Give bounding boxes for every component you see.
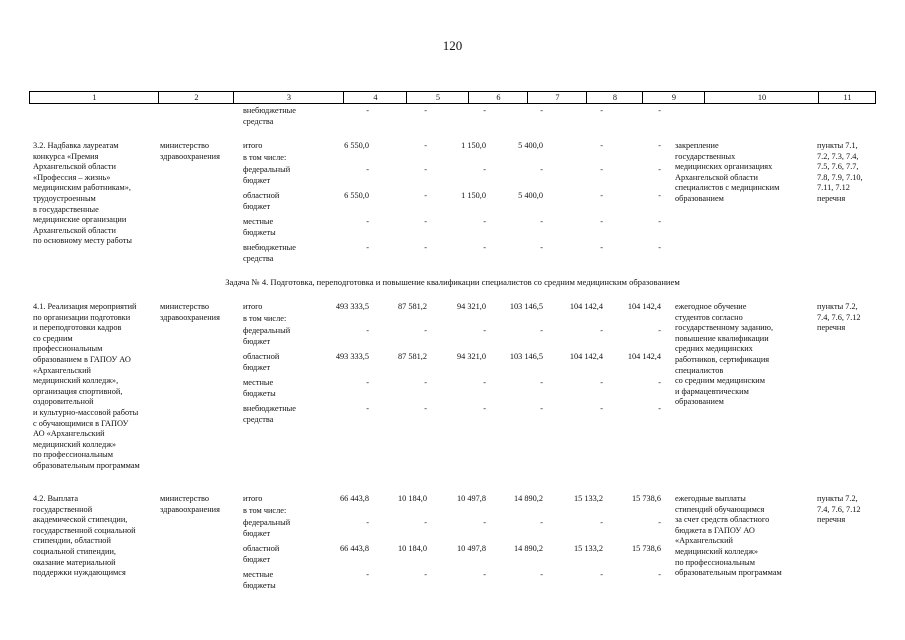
column-divider bbox=[704, 92, 705, 103]
funding-source-label: в том числе: bbox=[243, 153, 287, 162]
funding-value: 493 333,5 bbox=[335, 302, 369, 311]
funding-value: 103 146,5 bbox=[509, 352, 543, 361]
funding-value: 87 581,2 bbox=[397, 352, 427, 361]
funding-value: 66 443,8 bbox=[339, 494, 369, 503]
funding-source-label: в том числе: bbox=[243, 506, 287, 515]
funding-value: - bbox=[540, 106, 543, 115]
funding-value: - bbox=[540, 518, 543, 527]
funding-value: - bbox=[540, 217, 543, 226]
column-header-9: 9 bbox=[671, 93, 677, 102]
funding-value: - bbox=[658, 141, 661, 150]
column-divider bbox=[468, 92, 469, 103]
measure-name: 3.2. Надбавка лауреатам конкурса «Премия Архангельской области «Профессия – жизнь» медицинским работникам», трудоустроенным в государственные медицинские организации Архангельской области по основному месту работы bbox=[33, 141, 132, 246]
column-header-8: 8 bbox=[612, 93, 618, 102]
column-header-7: 7 bbox=[555, 93, 560, 102]
funding-value: - bbox=[658, 404, 661, 413]
funding-value: - bbox=[600, 243, 603, 252]
funding-value: - bbox=[540, 243, 543, 252]
funding-value: 14 890,2 bbox=[513, 494, 543, 503]
funding-value: - bbox=[366, 165, 369, 174]
column-divider bbox=[343, 92, 344, 103]
funding-source-label: местные бюджеты bbox=[243, 570, 276, 590]
executor: министерство здравоохранения bbox=[160, 141, 220, 161]
funding-value: 66 443,8 bbox=[339, 544, 369, 553]
column-header-3: 3 bbox=[286, 93, 292, 102]
funding-value: - bbox=[600, 326, 603, 335]
expected-result: закрепление государственных медицинских организациях Архангельской области специалистов с медицинским образованием bbox=[675, 141, 780, 203]
measure-name: 4.1. Реализация мероприятий по организации подготовки и переподготовки кадров со средним профессиональным образованием в ГАПОУ АО «Архангельский медицинский колледж», организация спортивной, оздоровительной и культурно-массовой работы с обучающимися в ГАПОУ АО «Архангельский медицинский колледж» по профессиональным образовательным программам bbox=[33, 302, 140, 470]
funding-value: - bbox=[540, 326, 543, 335]
funding-value: - bbox=[658, 217, 661, 226]
column-header-1: 1 bbox=[92, 93, 97, 102]
funding-value: - bbox=[600, 570, 603, 579]
column-divider bbox=[233, 92, 234, 103]
column-divider bbox=[406, 92, 407, 103]
funding-value: - bbox=[600, 518, 603, 527]
funding-value: 10 497,8 bbox=[456, 544, 486, 553]
funding-value: - bbox=[424, 326, 427, 335]
funding-source-label: внебюджетные средства bbox=[243, 404, 296, 424]
funding-value: 15 133,2 bbox=[573, 494, 603, 503]
funding-value: - bbox=[483, 106, 486, 115]
executor: министерство здравоохранения bbox=[160, 302, 220, 322]
funding-source-label: внебюджетные средства bbox=[243, 243, 296, 263]
funding-source-label: областной бюджет bbox=[243, 352, 280, 372]
column-header-4: 4 bbox=[373, 93, 378, 102]
funding-value: - bbox=[483, 165, 486, 174]
funding-source-label: областной бюджет bbox=[243, 191, 280, 211]
funding-value: 87 581,2 bbox=[397, 302, 427, 311]
page-number: 120 bbox=[442, 38, 463, 53]
funding-value: - bbox=[540, 404, 543, 413]
funding-value: 15 133,2 bbox=[573, 544, 603, 553]
funding-value: - bbox=[424, 570, 427, 579]
funding-value: - bbox=[600, 106, 603, 115]
expected-result: ежегодные выплаты стипендий обучающимся за счет средств областного бюджета в ГАПОУ АО «Архангельский медицинский колледж» по профессиональным образовательным программам bbox=[675, 494, 782, 578]
funding-source-label: итого bbox=[243, 302, 263, 311]
funding-value: 104 142,4 bbox=[569, 352, 603, 361]
column-header-11: 11 bbox=[843, 93, 852, 102]
funding-value: - bbox=[540, 165, 543, 174]
funding-value: 1 150,0 bbox=[461, 191, 486, 200]
expected-result: ежегодное обучение студентов согласно государственному заданию, повышение квалификации средних медицинских работников, сертификация специалистов со средним медицинским и фармацевтическим образованием bbox=[675, 302, 774, 407]
funding-value: - bbox=[424, 243, 427, 252]
funding-value: - bbox=[424, 106, 427, 115]
funding-source-label: федеральный бюджет bbox=[243, 326, 291, 346]
measure-name: 4.2. Выплата государственной академической стипендии, государственной социальной стипендии, областной социальной стипендии, оказание материальной поддержки нуждающимся bbox=[33, 494, 136, 578]
funding-value: - bbox=[658, 243, 661, 252]
funding-value: - bbox=[600, 165, 603, 174]
funding-value: - bbox=[600, 378, 603, 387]
funding-value: - bbox=[424, 378, 427, 387]
column-header-10: 10 bbox=[757, 93, 767, 102]
funding-source-label: внебюджетные средства bbox=[243, 106, 296, 126]
funding-value: - bbox=[658, 165, 661, 174]
column-header-2: 2 bbox=[194, 93, 199, 102]
funding-value: 10 184,0 bbox=[397, 544, 427, 553]
funding-value: - bbox=[366, 243, 369, 252]
funding-value: - bbox=[600, 404, 603, 413]
funding-source-label: местные бюджеты bbox=[243, 217, 276, 237]
funding-source-label: в том числе: bbox=[243, 314, 287, 323]
funding-source-label: федеральный бюджет bbox=[243, 165, 291, 185]
funding-value: - bbox=[483, 518, 486, 527]
funding-value: - bbox=[540, 378, 543, 387]
funding-value: 1 150,0 bbox=[461, 141, 486, 150]
funding-value: - bbox=[600, 217, 603, 226]
funding-value: 493 333,5 bbox=[335, 352, 369, 361]
column-divider bbox=[642, 92, 643, 103]
funding-value: - bbox=[658, 378, 661, 387]
funding-source-label: итого bbox=[243, 141, 263, 150]
funding-value: - bbox=[483, 243, 486, 252]
funding-value: 15 738,6 bbox=[631, 494, 661, 503]
funding-value: - bbox=[540, 570, 543, 579]
funding-value: - bbox=[366, 518, 369, 527]
funding-value: - bbox=[658, 106, 661, 115]
table-header-row bbox=[29, 91, 876, 104]
funding-value: 5 400,0 bbox=[518, 141, 543, 150]
task-heading: Задача № 4. Подготовка, переподготовка и повышение квалификации специалистов со средним медицинским образованием bbox=[225, 277, 680, 287]
column-header-5: 5 bbox=[435, 93, 441, 102]
funding-value: - bbox=[366, 326, 369, 335]
funding-value: 104 142,4 bbox=[627, 302, 661, 311]
funding-value: - bbox=[483, 217, 486, 226]
funding-value: - bbox=[483, 378, 486, 387]
funding-source-label: федеральный бюджет bbox=[243, 518, 291, 538]
funding-value: 103 146,5 bbox=[509, 302, 543, 311]
funding-value: - bbox=[483, 404, 486, 413]
executor: министерство здравоохранения bbox=[160, 494, 220, 514]
funding-value: - bbox=[424, 404, 427, 413]
funding-value: - bbox=[424, 518, 427, 527]
column-divider bbox=[158, 92, 159, 103]
funding-value: - bbox=[424, 141, 427, 150]
funding-value: - bbox=[424, 165, 427, 174]
target-indicator-link: пункты 7.2, 7.4, 7.6, 7.12 перечня bbox=[817, 494, 861, 525]
funding-value: - bbox=[424, 191, 427, 200]
target-indicator-link: пункты 7.1, 7.2, 7.3, 7.4, 7.5, 7.6, 7.7, 7.8, 7.9, 7.10, 7.11, 7.12 перечня bbox=[817, 141, 863, 203]
funding-value: 14 890,2 bbox=[513, 544, 543, 553]
column-divider bbox=[818, 92, 819, 103]
funding-value: - bbox=[483, 326, 486, 335]
funding-source-label: областной бюджет bbox=[243, 544, 280, 564]
funding-value: 6 550,0 bbox=[344, 141, 369, 150]
funding-value: - bbox=[658, 570, 661, 579]
funding-source-label: местные бюджеты bbox=[243, 378, 276, 398]
funding-value: 94 321,0 bbox=[456, 302, 486, 311]
funding-value: 5 400,0 bbox=[518, 191, 543, 200]
funding-value: - bbox=[658, 326, 661, 335]
funding-value: - bbox=[483, 570, 486, 579]
funding-value: - bbox=[658, 518, 661, 527]
funding-value: 104 142,4 bbox=[627, 352, 661, 361]
funding-value: 15 738,6 bbox=[631, 544, 661, 553]
funding-value: - bbox=[366, 378, 369, 387]
funding-value: - bbox=[366, 570, 369, 579]
funding-value: 104 142,4 bbox=[569, 302, 603, 311]
funding-source-label: итого bbox=[243, 494, 263, 503]
funding-value: 10 184,0 bbox=[397, 494, 427, 503]
target-indicator-link: пункты 7.2, 7.4, 7.6, 7.12 перечня bbox=[817, 302, 861, 333]
funding-value: - bbox=[366, 106, 369, 115]
funding-value: - bbox=[600, 141, 603, 150]
funding-value: 10 497,8 bbox=[456, 494, 486, 503]
funding-value: - bbox=[366, 404, 369, 413]
funding-value: 6 550,0 bbox=[344, 191, 369, 200]
column-divider bbox=[586, 92, 587, 103]
funding-value: - bbox=[600, 191, 603, 200]
funding-value: - bbox=[366, 217, 369, 226]
funding-value: 94 321,0 bbox=[456, 352, 486, 361]
column-header-6: 6 bbox=[496, 93, 501, 102]
column-divider bbox=[527, 92, 528, 103]
funding-value: - bbox=[658, 191, 661, 200]
funding-value: - bbox=[424, 217, 427, 226]
